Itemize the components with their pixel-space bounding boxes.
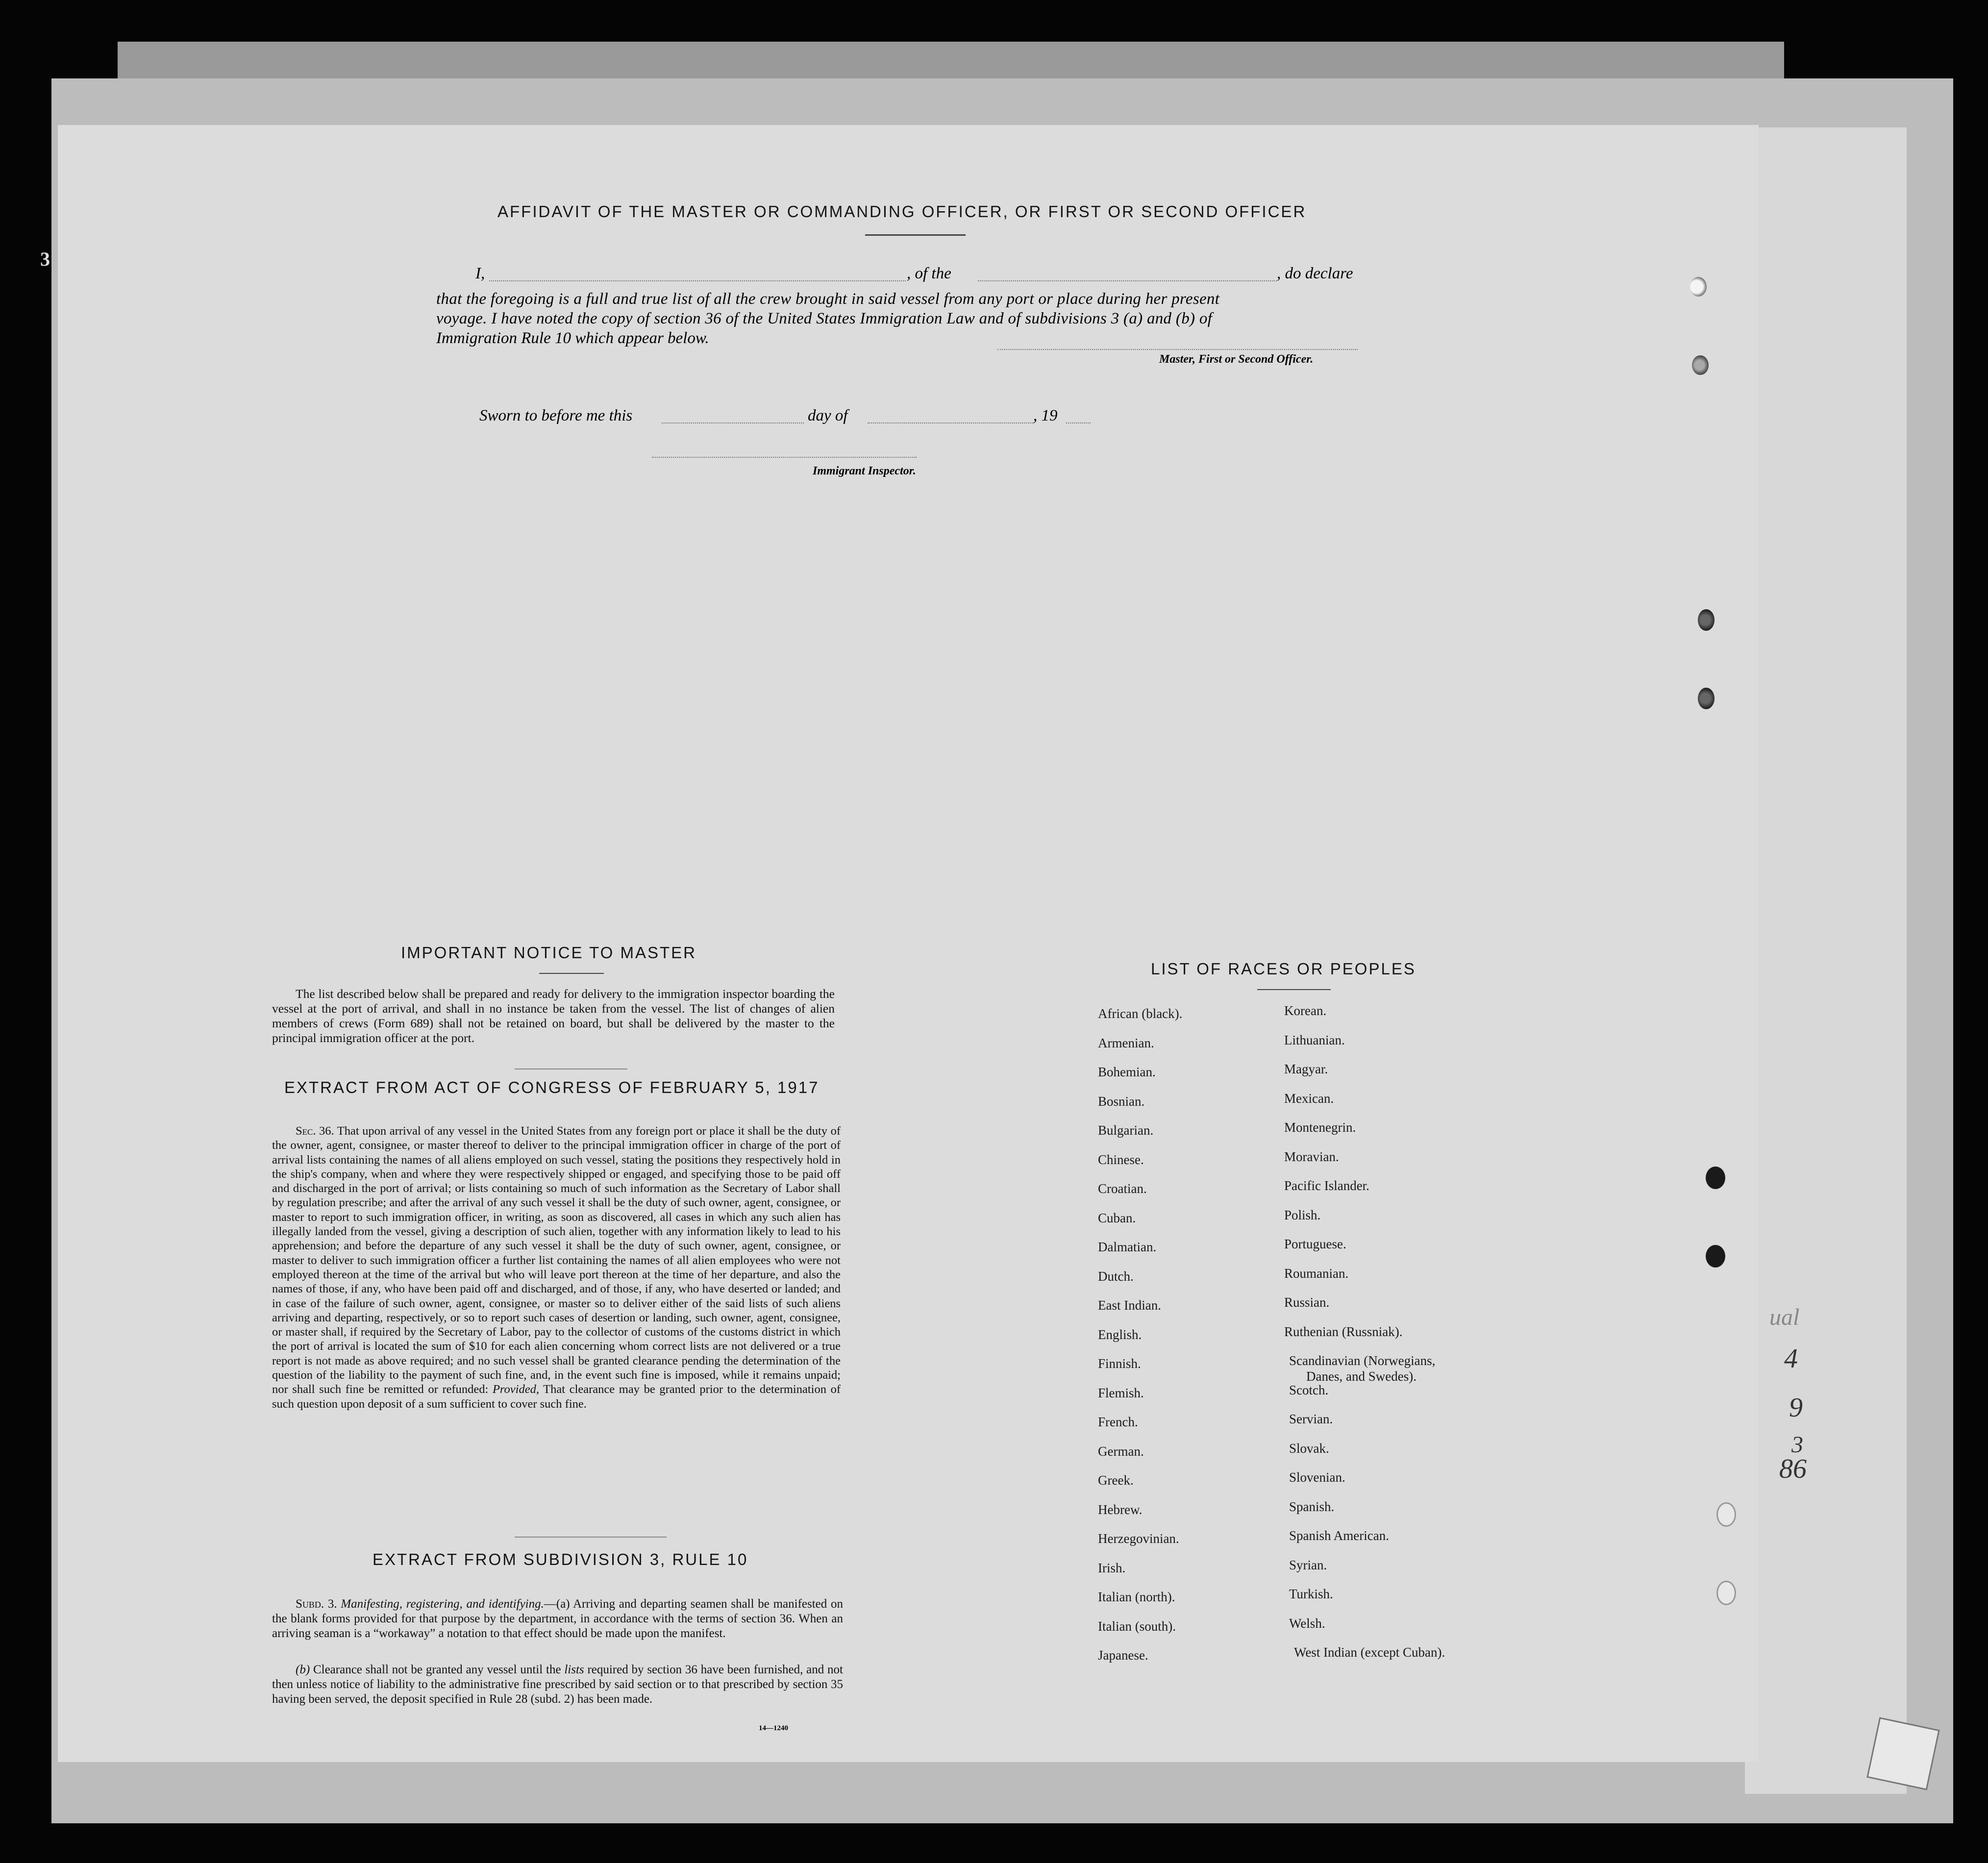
rule-subd-label: Subd. 3. bbox=[296, 1597, 337, 1611]
race-right-item: Scandinavian (Norwegians, bbox=[1289, 1353, 1436, 1368]
sworn-year-prefix: , 19 bbox=[1033, 407, 1058, 424]
background-sheet-right bbox=[1745, 127, 1907, 1794]
punch-hole-5 bbox=[1706, 1167, 1725, 1189]
margin-mark-left: 3 bbox=[40, 248, 50, 270]
rule-extract-para-b bbox=[272, 1663, 843, 1707]
affidavit-of-the: , of the bbox=[907, 265, 951, 282]
notice-divider bbox=[515, 1068, 627, 1069]
margin-note-5: 86 bbox=[1779, 1454, 1807, 1484]
act-extract-body bbox=[272, 1124, 841, 1411]
races-title: LIST OF RACES OR PEOPLES bbox=[1151, 960, 1416, 978]
race-left-item: Bosnian. bbox=[1098, 1093, 1145, 1109]
punch-hole-3 bbox=[1698, 609, 1715, 631]
race-right-item: Turkish. bbox=[1289, 1587, 1333, 1601]
race-right-item: Slovenian. bbox=[1289, 1470, 1345, 1485]
notice-title-rule bbox=[539, 973, 604, 974]
act-section-label: Sec. 36. bbox=[296, 1124, 334, 1138]
act-provided: Provided, bbox=[492, 1383, 539, 1396]
punch-hole-8 bbox=[1716, 1581, 1736, 1605]
page-corner-fold bbox=[1866, 1717, 1939, 1790]
race-right-item: Mexican. bbox=[1284, 1091, 1334, 1106]
affidavit-statement-line-3: Immigration Rule 10 which appear below. bbox=[436, 329, 709, 347]
race-left-item: English. bbox=[1098, 1327, 1142, 1342]
affidavit-title: AFFIDAVIT OF THE MASTER OR COMMANDING OFFICER, OR FIRST OR SECOND OFFICER bbox=[497, 202, 1307, 221]
affidavit-i-label: I, bbox=[475, 265, 485, 282]
race-right-item: Slovak. bbox=[1289, 1441, 1329, 1456]
margin-note-1: ual bbox=[1769, 1304, 1800, 1330]
act-extract-title: EXTRACT FROM ACT OF CONGRESS OF FEBRUARY 5, 1917 bbox=[284, 1078, 820, 1096]
race-left-item: Japanese. bbox=[1098, 1648, 1148, 1663]
race-left-item: East Indian. bbox=[1098, 1298, 1161, 1313]
inspector-label: Immigrant Inspector. bbox=[813, 465, 916, 477]
race-right-item: Polish. bbox=[1284, 1207, 1321, 1222]
margin-note-3: 9 bbox=[1789, 1392, 1803, 1423]
race-left-item: Bohemian. bbox=[1098, 1065, 1156, 1079]
race-right-item: Korean. bbox=[1284, 1003, 1327, 1018]
race-left-item: Italian (north). bbox=[1098, 1590, 1175, 1604]
rule-extract-title: EXTRACT FROM SUBDIVISION 3, RULE 10 bbox=[373, 1550, 748, 1568]
race-left-item: Dalmatian. bbox=[1098, 1240, 1157, 1254]
notice-title: IMPORTANT NOTICE TO MASTER bbox=[401, 944, 697, 962]
race-right-item: Syrian. bbox=[1289, 1557, 1327, 1572]
form-number: 14—1240 bbox=[759, 1724, 788, 1732]
rule-extract-para-a bbox=[272, 1597, 843, 1641]
notice-body: The list described below shall be prepared and ready for delivery to the immigration inspector boarding the vessel at the port of arrival, and shall in no instance be taken from the vessel. The list of changes of alien members of crews (Form 689) shall not be retained on board, but shall be delivered by the master to the principal immigration officer at the port. bbox=[272, 987, 835, 1045]
race-right-item: Lithuanian. bbox=[1284, 1032, 1345, 1047]
inspector-signature-line[interactable] bbox=[652, 457, 917, 458]
race-left-item: Croatian. bbox=[1098, 1181, 1147, 1196]
race-left-item: Italian (south). bbox=[1098, 1618, 1176, 1634]
affidavit-statement-line-2: voyage. I have noted the copy of section 36 of the United States Immigration Law and of subdivisions 3 (a) and (b) of bbox=[436, 310, 1213, 327]
affidavit-statement-line-1: that the foregoing is a full and true list of all the crew brought in said vessel from any port or place during her present bbox=[436, 290, 1220, 308]
punch-hole-7 bbox=[1716, 1502, 1736, 1527]
race-right-item: Servian. bbox=[1289, 1412, 1333, 1426]
race-right-item: Spanish American. bbox=[1289, 1528, 1389, 1543]
punch-hole-1 bbox=[1690, 277, 1707, 297]
affidavit-title-rule bbox=[865, 234, 966, 236]
race-right-item: Roumanian. bbox=[1284, 1266, 1349, 1281]
race-right-item: Spanish. bbox=[1289, 1499, 1335, 1514]
race-right-item: Ruthenian (Russniak). bbox=[1284, 1324, 1403, 1339]
rule-para-b-label: (b) bbox=[296, 1663, 310, 1676]
sworn-year-line[interactable] bbox=[1066, 422, 1091, 423]
margin-note-2: 4 bbox=[1784, 1343, 1798, 1374]
rule-para-b-lists: lists bbox=[564, 1663, 584, 1676]
race-left-item: Chinese. bbox=[1098, 1152, 1144, 1167]
race-left-item: Greek. bbox=[1098, 1473, 1134, 1488]
sworn-month-line[interactable] bbox=[868, 422, 1034, 423]
affidavit-do-declare: , do declare bbox=[1277, 265, 1353, 282]
rule-para-b-text-2: required by section 36 have been furnished, and not then unless notice of liability to the administrative fine prescribed by said section or to that prescribed by section 35 having been served, the deposit specified in Rule 28 (subd. 2) has been made. bbox=[272, 1663, 843, 1706]
race-left-item: Herzegovinian. bbox=[1098, 1531, 1179, 1546]
race-left-item: Finnish. bbox=[1098, 1356, 1141, 1371]
punch-hole-6 bbox=[1706, 1245, 1725, 1267]
document-page bbox=[58, 125, 1759, 1762]
race-right-item: West Indian (except Cuban). bbox=[1294, 1645, 1445, 1660]
master-signature-label: Master, First or Second Officer. bbox=[1159, 353, 1314, 366]
race-right-item: Welsh. bbox=[1289, 1615, 1325, 1631]
punch-hole-4 bbox=[1698, 688, 1715, 709]
rule-para-a-text: —(a) Arriving and departing seamen shall be manifested on the blank forms provided for that purpose by the department, in accordance with the terms of section 36. When an arriving seaman is a “workaway” a notation to that effect should be made upon the manifest. bbox=[272, 1597, 843, 1640]
race-left-item: Hebrew. bbox=[1098, 1502, 1143, 1517]
race-left-item: Bulgarian. bbox=[1098, 1123, 1154, 1138]
race-right-item: Portuguese. bbox=[1284, 1237, 1346, 1251]
race-right-item: Pacific Islander. bbox=[1284, 1178, 1369, 1193]
race-right-item: Scotch. bbox=[1289, 1382, 1329, 1397]
rule-subd-heading: Manifesting, registering, and identifying. bbox=[341, 1597, 544, 1611]
race-right-item: Russian. bbox=[1284, 1295, 1330, 1310]
race-left-item: Cuban. bbox=[1098, 1210, 1136, 1225]
sworn-day-of: day of bbox=[808, 407, 848, 424]
race-left-item: African (black). bbox=[1098, 1006, 1183, 1021]
margin-note-4: 3 bbox=[1791, 1432, 1803, 1458]
punch-hole-2 bbox=[1692, 355, 1709, 375]
rule-para-b-text-1: Clearance shall not be granted any vessel until the bbox=[313, 1663, 561, 1676]
race-left-item: Armenian. bbox=[1098, 1035, 1154, 1050]
race-left-item: Dutch. bbox=[1098, 1268, 1134, 1284]
race-right-item: Moravian. bbox=[1284, 1149, 1339, 1164]
race-right-item: Magyar. bbox=[1284, 1062, 1328, 1076]
race-right-item: Montenegrin. bbox=[1284, 1120, 1356, 1135]
act-section-text: That upon arrival of any vessel in the United States from any foreign port or place it shall be the duty of the owner, agent, consignee, or master thereof to deliver to the principal immigration officer in charge of the port of arrival lists containing the names of all aliens employed on such vessel, stating the positions they respectively hold in the ship's company, when and where they were respectively shipped or engaged, and specifying those to be paid off and discharged in the port of arrival; or lists containing so much of such information as the Secretary of Labor shall by regulation prescribe; and after the arrival of any such vessel it shall be the duty of such owner, agent, consignee, or master to report to such immigration officer, in writing, as soon as discovered, all cases in which any such alien has illegally landed from the vessel, giving a description of such alien, together with any information likely to lead to his apprehension; and before the departure of any such vessel it shall be the duty of such owner, agent, consignee, or master to deliver to such immigration officer a further list containing the names of all alien employees who were not employed thereon at the time of the arrival but who will leave port thereon at the time of her departure, and also the names of those, if any, who have been paid off and discharged, and of those, if any, who have deserted or landed; and in case of the failure of such owner, agent, consignee, or master so to deliver either of the said lists of such aliens arriving and departing, respectively, or so to report such cases of desertion or landing, such owner, agent, consignee, or master shall, if required by the Secretary of Labor, pay to the collector of customs of the customs district in which the port of arrival is located the sum of $10 for each alien concerning whom correct lists are not delivered or a true report is not made as above required; and no such vessel shall be granted clearance pending the determination of the question of the liability to the payment of such fine, and, in the event such fine is imposed, while it remains unpaid; nor shall such fine be remitted or refunded: bbox=[272, 1124, 841, 1396]
master-signature-line[interactable] bbox=[997, 349, 1358, 350]
race-left-item: Flemish. bbox=[1098, 1385, 1144, 1400]
race-left-item: Irish. bbox=[1098, 1560, 1126, 1575]
vessel-name-line[interactable] bbox=[978, 280, 1277, 281]
races-title-rule bbox=[1257, 989, 1331, 990]
sworn-label: Sworn to before me this bbox=[479, 407, 633, 424]
act-extract-divider bbox=[515, 1537, 667, 1538]
race-left-item: French. bbox=[1098, 1415, 1138, 1429]
race-left-item: German. bbox=[1098, 1443, 1144, 1459]
act-section-text-end: That clearance may be granted prior to the determination of such question upon deposit of a sum sufficient to cover such fine. bbox=[272, 1383, 841, 1411]
master-name-line[interactable] bbox=[489, 280, 906, 281]
sworn-day-line[interactable] bbox=[662, 422, 804, 423]
race-scandinavian-continued: Danes, and Swedes). bbox=[1306, 1369, 1416, 1384]
